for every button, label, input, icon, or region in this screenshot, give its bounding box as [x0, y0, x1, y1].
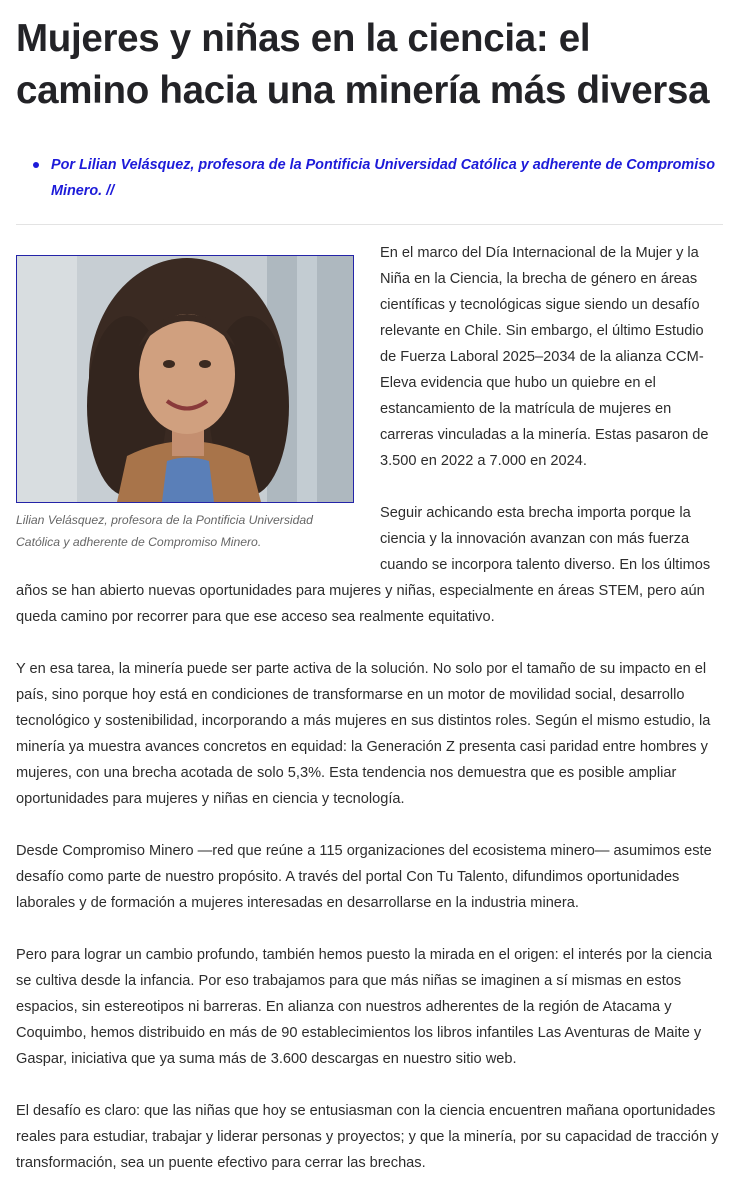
byline-text: Por Lilian Velásquez, profesora de la Pontificia Universidad Católica y adherente de Compromiso Minero. // [51, 157, 716, 199]
paragraph-6: El desafío es claro: que las niñas que hoy se entusiasman con la ciencia encuentren mañana oportunidades reales para estudiar, trabajar y liderar personas y proyectos; y que la minería, por su capacidad de tracción y transformación, sea un puente efectivo para cerrar las brechas. [16, 1103, 719, 1171]
paragraph-3: Y en esa tarea, la minería puede ser parte activa de la solución. No solo por el tamaño de su impacto en el país, sino porque hoy está en condiciones de transformarse en un motor de movilidad social, desarrollo tecnológico y sostenibilidad, incorporando a más mujeres en sus distintos roles. Según el mismo estudio, la minería ya muestra avances concretos en equidad: la Generación Z presenta casi paridad entre hombres y mujeres, con una brecha acotada de solo 5,3%. Esta tendencia nos demuestra que es posible ampliar oportunidades para mujeres y niñas en ciencia y tecnología. [16, 661, 711, 807]
article-body [16, 240, 723, 1202]
author-photo [16, 255, 354, 503]
paragraph-2: Seguir achicando esta brecha importa porque la ciencia y la innovación avanzan con más fuerza cuando se incorpora talento diverso. En los últimos años se han abierto nuevas oportunidades para mujeres y niñas, especialmente en áreas STEM, pero aún queda camino por recorrer para que ese acceso sea realmente equitativo. [16, 505, 711, 625]
article [16, 0, 723, 1202]
bullet-icon [33, 162, 39, 168]
author-figure [16, 255, 354, 553]
photo-caption: Lilian Velásquez, profesora de la Pontificia Universidad Católica y adherente de Compromiso Minero. [16, 513, 313, 549]
divider [16, 224, 723, 225]
portrait-illustration [17, 256, 353, 502]
byline [16, 152, 723, 204]
paragraph-4: Desde Compromiso Minero —red que reúne a 115 organizaciones del ecosistema minero— asumimos este desafío como parte de nuestro propósito. A través del portal Con Tu Talento, difundimos oportunidades laborales y de formación a mujeres interesadas en desarrollarse en la industria minera. [16, 843, 712, 911]
paragraph-5: Pero para lograr un cambio profundo, también hemos puesto la mirada en el origen: el interés por la ciencia se cultiva desde la infancia. Por eso trabajamos para que más niñas se imaginen a sí mismas en estos espacios, sin estereotipos ni barreras. En alianza con nuestros adherentes de la región de Atacama y Coquimbo, hemos distribuido en más de 90 establecimientos los libros infantiles Las Aventuras de Maite y Gaspar, iniciativa que ya suma más de 3.600 descargas en nuestro sitio web. [16, 947, 713, 1067]
article-title: Mujeres y niñas en la ciencia: el camino hacia una minería más diversa [16, 17, 710, 112]
paragraph-1: En el marco del Día Internacional de la Mujer y la Niña en la Ciencia, la brecha de género en áreas científicas y tecnológicas sigue siendo un desafío relevante en Chile. Sin embargo, el último Estudio de Fuerza Laboral 2025–2034 de la alianza CCM-Eleva evidencia que hubo un quiebre en el estancamiento de la matrícula de mujeres en carreras vinculadas a la minería. Estas pasaron de 3.500 en 2022 a 7.000 en 2024. [380, 245, 709, 469]
